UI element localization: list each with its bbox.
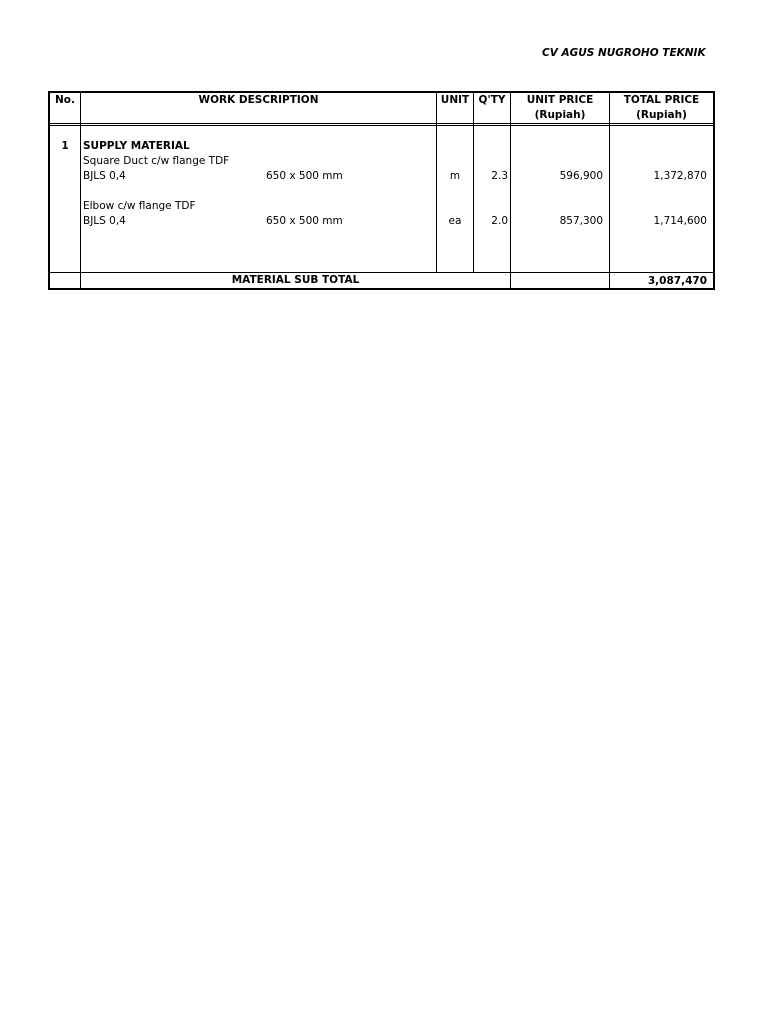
- item-name: Elbow c/w flange TDF: [83, 200, 196, 212]
- item-unit: m: [449, 170, 461, 182]
- header-no: No.: [55, 94, 75, 106]
- header-qty: Q'TY: [478, 94, 506, 106]
- item-unit-price: 857,300: [559, 215, 603, 227]
- item-name: Square Duct c/w flange TDF: [83, 155, 230, 167]
- header-unit-price: UNIT PRICE: [526, 94, 594, 106]
- company-name: CV AGUS NUGROHO TEKNIK: [542, 47, 706, 59]
- item-qty: 2.0: [491, 215, 508, 227]
- quotation-table: [48, 91, 715, 290]
- item-unit-price: 596,900: [559, 170, 603, 182]
- item-size: 650 x 500 mm: [266, 215, 343, 227]
- subtotal-value: 3,087,470: [647, 275, 707, 287]
- section-number: 1: [61, 140, 69, 152]
- header-unit: UNIT: [440, 94, 470, 106]
- header-divider-double: [50, 125, 713, 126]
- header-divider: [50, 123, 713, 124]
- item-spec: BJLS 0,4: [83, 170, 126, 182]
- item-size: 650 x 500 mm: [266, 170, 343, 182]
- col-divider-no: [80, 93, 81, 288]
- header-total-price-currency: (Rupiah): [636, 109, 687, 121]
- item-spec: BJLS 0,4: [83, 215, 126, 227]
- header-unit-price-currency: (Rupiah): [534, 109, 586, 121]
- header-total-price: TOTAL PRICE: [623, 94, 700, 106]
- item-total-price: 1,372,870: [653, 170, 707, 182]
- item-unit: ea: [448, 215, 462, 227]
- header-description: WORK DESCRIPTION: [198, 94, 319, 106]
- subtotal-label: MATERIAL SUB TOTAL: [231, 274, 360, 286]
- item-qty: 2.3: [491, 170, 508, 182]
- section-title: SUPPLY MATERIAL: [83, 140, 190, 152]
- item-total-price: 1,714,600: [653, 215, 707, 227]
